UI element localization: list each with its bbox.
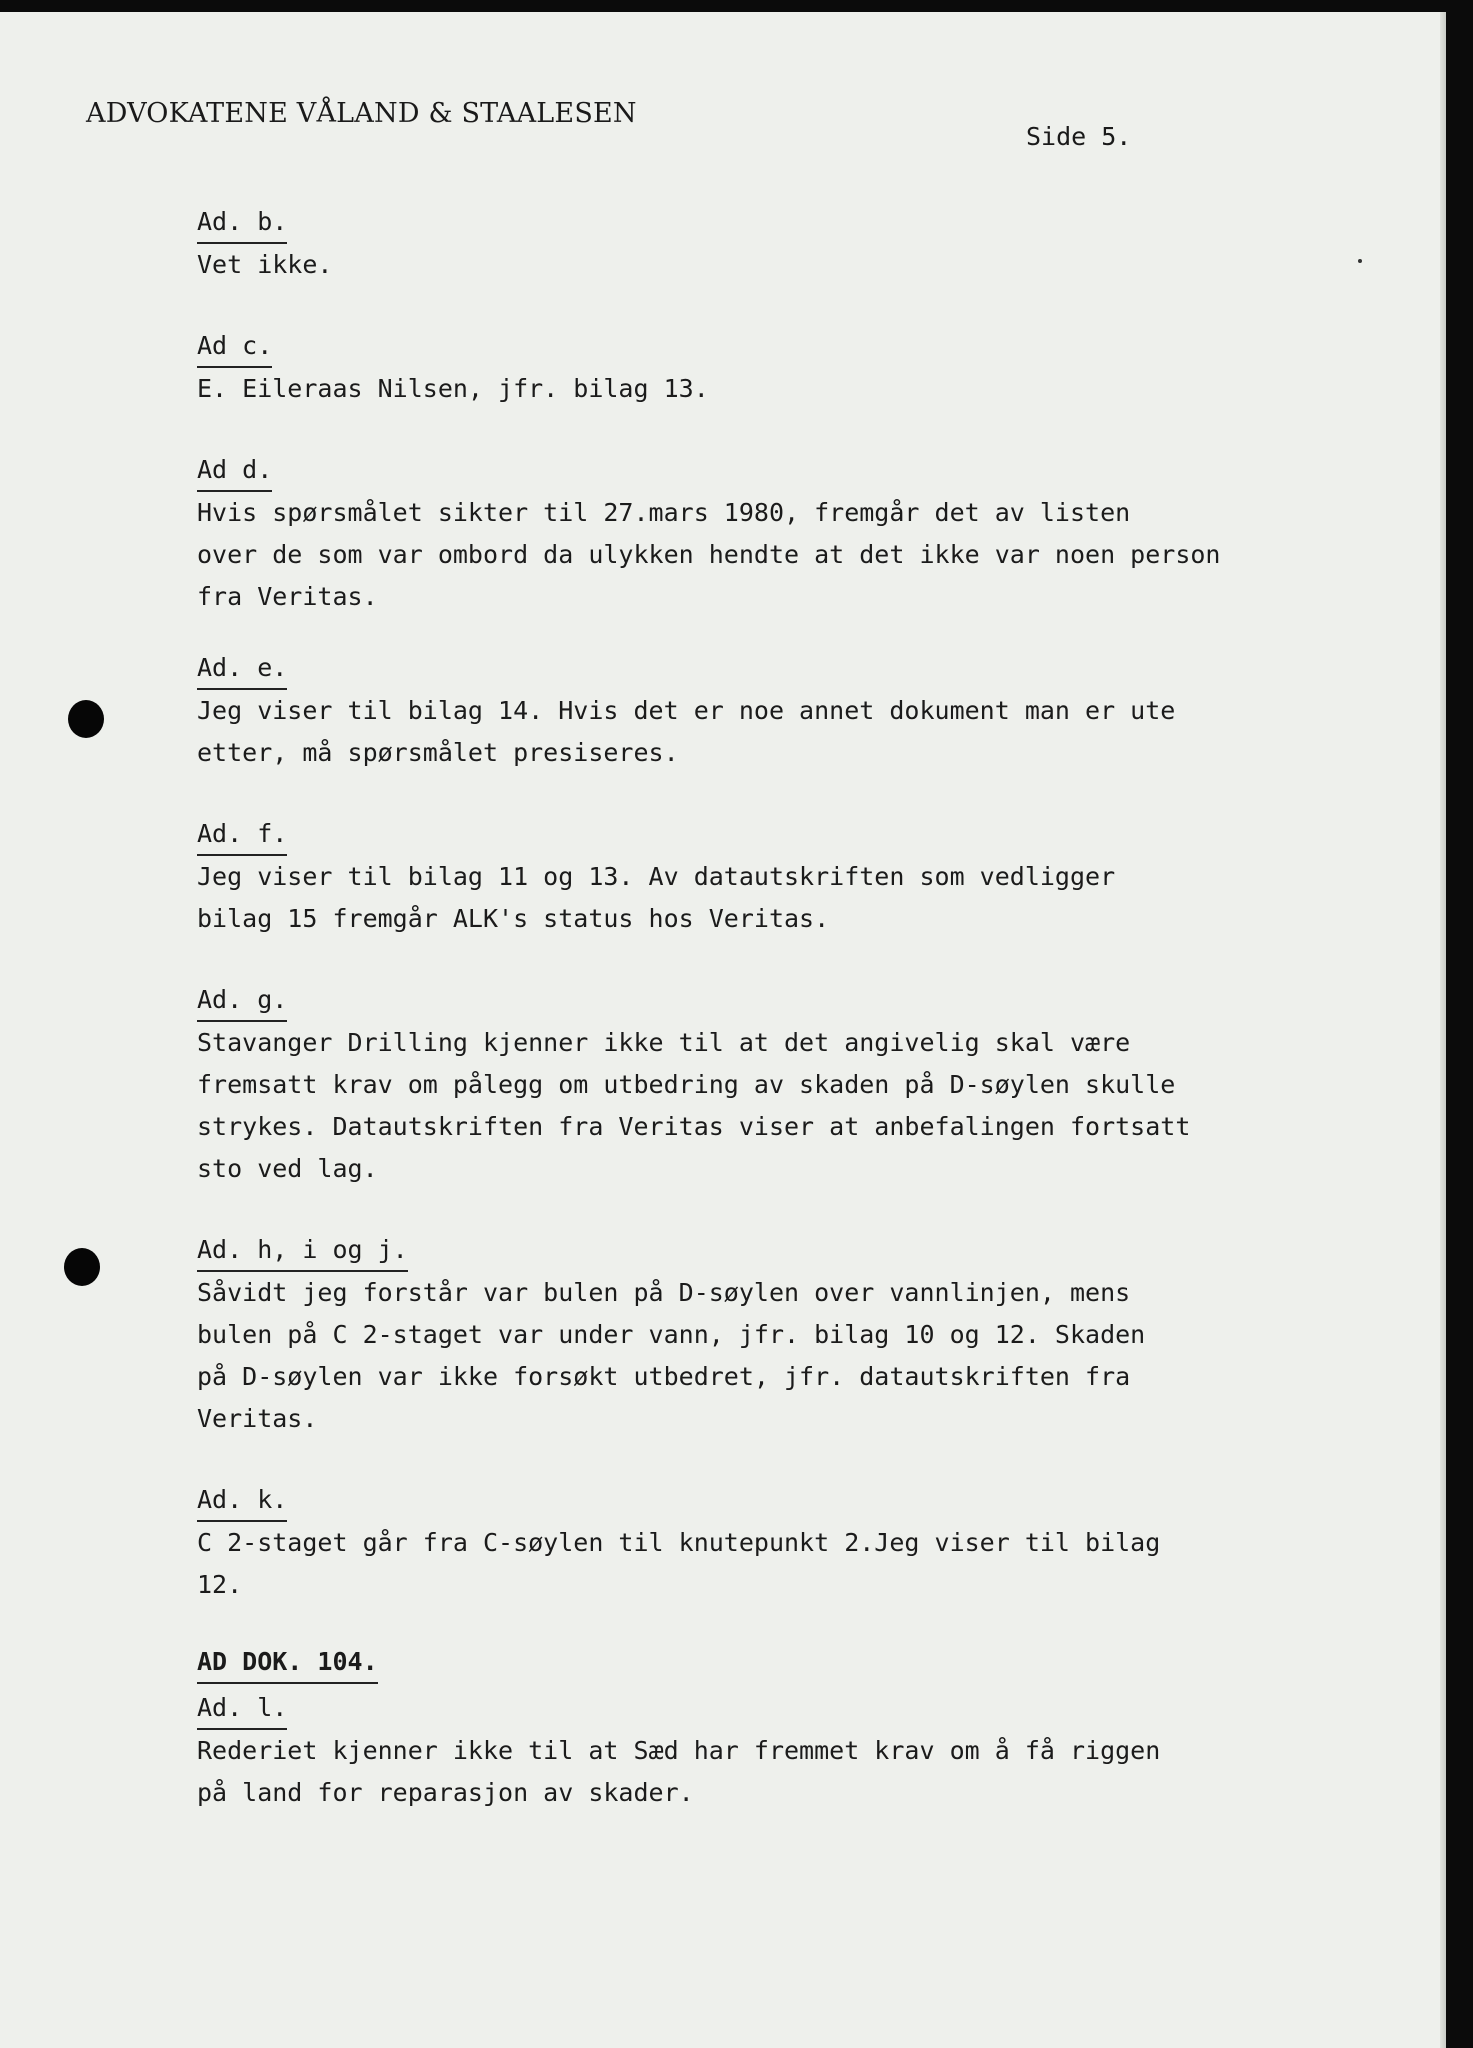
section-ad-dok-104 — [197, 1642, 1397, 1684]
section-heading: Ad. b. — [197, 202, 287, 244]
section-heading: Ad. l. — [197, 1688, 287, 1730]
body-line: Jeg viser til bilag 11 og 13. Av datautskriften som vedligger — [197, 862, 1116, 891]
section-heading: Ad. g. — [197, 980, 287, 1022]
body-line: Veritas. — [197, 1404, 318, 1433]
section-heading: Ad. e. — [197, 648, 287, 690]
body-line: fremsatt krav om pålegg om utbedring av skaden på D-søylen skulle — [197, 1070, 1176, 1099]
section-heading: Ad. k. — [197, 1480, 287, 1522]
body-line: Rederiet kjenner ikke til at Sæd har fremmet krav om å få riggen — [197, 1736, 1161, 1765]
section-heading: Ad d. — [197, 450, 272, 492]
body-line: bilag 15 fremgår ALK's status hos Veritas. — [197, 904, 830, 933]
section-ad-e — [197, 648, 1397, 774]
section-ad-k — [197, 1480, 1397, 1606]
body-line: på land for reparasjon av skader. — [197, 1778, 694, 1807]
page-edge-shadow — [1440, 12, 1446, 2048]
body-line: på D-søylen var ikke forsøkt utbedret, jfr. datautskriften fra — [197, 1362, 1131, 1391]
section-ad-h-i-j — [197, 1230, 1397, 1440]
punch-hole-upper — [68, 700, 104, 738]
section-heading: Ad c. — [197, 326, 272, 368]
section-ad-f — [197, 814, 1397, 940]
body-line: E. Eileraas Nilsen, jfr. bilag 13. — [197, 374, 709, 403]
page-number: Side 5. — [1026, 122, 1132, 151]
section-ad-b — [197, 202, 1397, 286]
body-line: Hvis spørsmålet sikter til 27.mars 1980, fremgår det av listen — [197, 498, 1131, 527]
body-line: fra Veritas. — [197, 582, 378, 611]
document-page — [0, 12, 1446, 2048]
body-line: Jeg viser til bilag 14. Hvis det er noe annet dokument man er ute — [197, 696, 1176, 725]
body-line: Stavanger Drilling kjenner ikke til at det angivelig skal være — [197, 1028, 1131, 1057]
section-ad-l — [197, 1688, 1397, 1814]
section-ad-c — [197, 326, 1397, 410]
section-ad-d — [197, 450, 1397, 618]
body-line: over de som var ombord da ulykken hendte at det ikke var noen person — [197, 540, 1221, 569]
body-line: sto ved lag. — [197, 1154, 378, 1183]
section-ad-g — [197, 980, 1397, 1190]
letterhead-firm-name: ADVOKATENE VÅLAND & STAALESEN — [86, 98, 637, 129]
section-heading: Ad. h, i og j. — [197, 1230, 408, 1272]
document-body — [197, 202, 1397, 1814]
body-line: 12. — [197, 1570, 243, 1599]
body-line: Vet ikke. — [197, 250, 333, 279]
section-heading: Ad. f. — [197, 814, 287, 856]
body-line: strykes. Datautskriften fra Veritas viser at anbefalingen fortsatt — [197, 1112, 1191, 1141]
punch-hole-lower — [64, 1248, 100, 1286]
body-line: etter, må spørsmålet presiseres. — [197, 738, 679, 767]
body-line: Såvidt jeg forstår var bulen på D-søylen over vannlinjen, mens — [197, 1278, 1131, 1307]
body-line: bulen på C 2-staget var under vann, jfr. bilag 10 og 12. Skaden — [197, 1320, 1146, 1349]
section-heading: AD DOK. 104. — [197, 1642, 378, 1684]
body-line: C 2-staget går fra C-søylen til knutepunkt 2.Jeg viser til bilag — [197, 1528, 1161, 1557]
